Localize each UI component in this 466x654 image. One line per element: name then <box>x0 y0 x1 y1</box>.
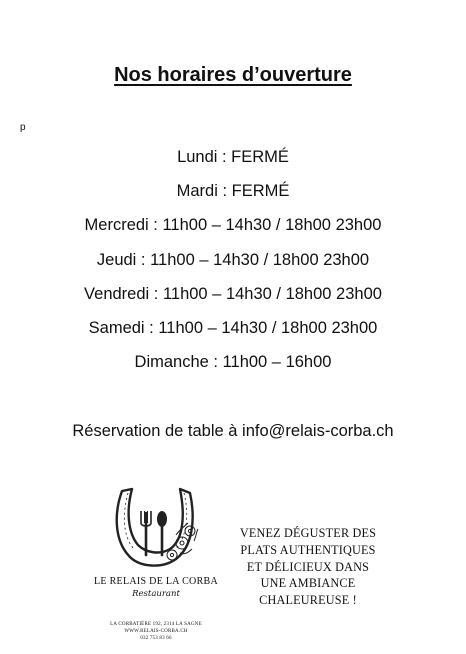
hours-line-sunday: Dimanche : 11h00 – 16h00 <box>134 353 332 371</box>
tagline-line-2: PLATS AUTHENTIQUES <box>240 542 376 557</box>
logo-address-line-2: WWW.RELAIS-CORBA.CH <box>124 629 188 634</box>
hours-line-tuesday: Mardi : FERMÉ <box>176 182 290 200</box>
hours-line-saturday: Samedi : 11h00 – 14h30 / 18h00 23h00 <box>88 319 378 337</box>
tagline-line-1: VENEZ DÉGUSTER DES <box>239 526 377 540</box>
tagline-line-3: ET DÉLICIEUX DANS <box>246 559 370 574</box>
restaurant-logo <box>90 483 220 648</box>
logo-subtitle: Restaurant <box>132 589 180 599</box>
hours-line-monday: Lundi : FERMÉ <box>177 148 289 166</box>
horseshoe-cutlery-icon <box>110 483 202 575</box>
hours-line-wednesday: Mercredi : 11h00 – 14h30 / 18h00 23h00 <box>84 216 382 234</box>
margin-marker: p <box>20 122 26 133</box>
hours-line-thursday: Jeudi : 11h00 – 14h30 / 18h00 23h00 <box>96 251 370 269</box>
hours-line-friday: Vendredi : 11h00 – 14h30 / 18h00 23h00 <box>84 285 382 303</box>
tagline-line-4: UNE AMBIANCE <box>260 576 356 591</box>
logo-name: LE RELAIS DE LA CORBA <box>93 576 219 587</box>
logo-address-line-1: LA CORBATIÈRE 192, 2314 LA SAGNE <box>110 622 202 627</box>
reservation-text: Réservation de table à info@relais-corba.ch <box>72 422 394 440</box>
logo-address-line-3: 032 753 83 66 <box>140 636 172 641</box>
tagline <box>232 525 384 609</box>
tagline-line-5: CHALEUREUSE ! <box>259 593 357 608</box>
page-title: Nos horaires d’ouverture <box>114 64 352 86</box>
